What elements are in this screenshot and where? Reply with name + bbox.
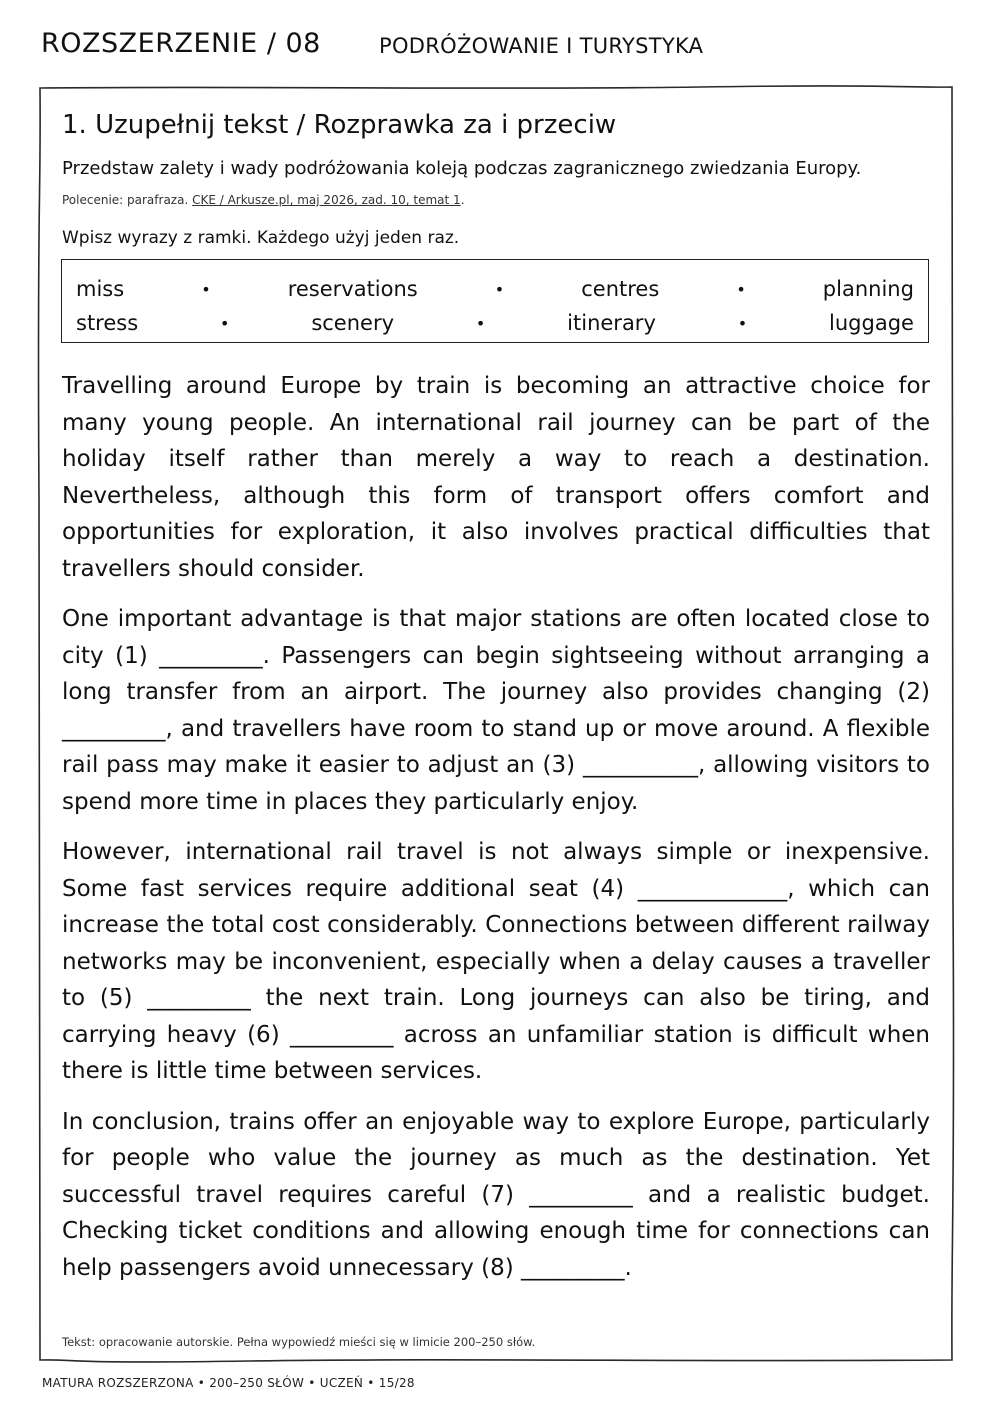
word-item: centres xyxy=(581,277,660,301)
word-box-row-2 xyxy=(76,306,914,340)
word-box xyxy=(61,259,929,343)
task-hint: Wpisz wyrazy z ramki. Każdego użyj jeden raz. xyxy=(62,228,460,248)
word-item: planning xyxy=(822,277,914,301)
separator-dot: • xyxy=(220,313,230,333)
essay-paragraph-disadvantages: However, international rail travel is not always simple or inexpensive. Some fast services require additional seat (4) _____________, which can increase the total cost considerably. Connections between different railway networks may be inconvenient, especially when a delay causes a traveller to (5) _________ the next train. Long journeys can also be tiring, and carrying heavy (6) _________ across an unfamiliar station is difficult when there is little time between services. xyxy=(62,839,930,1084)
source-suffix: . xyxy=(460,193,465,207)
separator-dot: • xyxy=(201,279,211,299)
essay-text xyxy=(62,368,930,1300)
task-title: 1. Uzupełnij tekst / Rozprawka za i przeciw xyxy=(62,110,617,140)
page-footer: MATURA ROZSZERZONA • 200–250 SŁÓW • UCZEŃ • 15/28 xyxy=(42,1376,415,1390)
source-prefix: Polecenie: parafraza. xyxy=(62,193,193,207)
separator-dot: • xyxy=(475,313,486,333)
separator-dot: • xyxy=(494,279,505,299)
source-link[interactable]: CKE / Arkusze.pl, maj 2026, zad. 10, temat 1 xyxy=(192,193,461,207)
word-item: miss xyxy=(76,277,125,301)
section-label: ROZSZERZENIE / 08 xyxy=(41,28,321,59)
task-source xyxy=(62,193,465,207)
task-instruction: Przedstaw zalety i wady podróżowania koleją podczas zagranicznego zwiedzania Europy. xyxy=(62,158,862,179)
separator-dot: • xyxy=(737,313,748,333)
word-item: stress xyxy=(76,311,139,335)
essay-paragraph-conclusion: In conclusion, trains offer an enjoyable way to explore Europe, particularly for people who value the journey as much as the destination. Yet successful travel requires careful (7) _________ and a realistic budget. Checking ticket conditions and allowing enough time for connections can help passengers avoid unnecessary (8) _________. xyxy=(62,1108,930,1281)
word-box-row-1 xyxy=(76,272,914,306)
essay-paragraph-intro: Travelling around Europe by train is becoming an attractive choice for many young people. An international rail journey can be part of the holiday itself rather than merely a way to reach a destination. Nevertheless, although this form of transport offers comfort and opportunities for exploration, it also involves practical difficulties that travellers should consider. xyxy=(62,373,930,582)
separator-dot: • xyxy=(736,279,746,299)
word-item: itinerary xyxy=(567,311,656,335)
essay-paragraph-advantages: One important advantage is that major stations are often located close to city (1) _________. Passengers can begin sightseeing without arranging a long transfer from an airport. The journey also provides changing (2) _________, and travellers have room to stand up or move around. A flexible rail pass may make it easier to adjust an (3) __________, allowing visitors to spend more time in places they particularly enjoy. xyxy=(62,606,930,815)
word-item: scenery xyxy=(311,311,395,335)
topic-label: PODRÓŻOWANIE I TURYSTYKA xyxy=(379,34,704,58)
word-item: luggage xyxy=(829,311,914,335)
word-item: reservations xyxy=(287,277,418,301)
text-footnote: Tekst: opracowanie autorskie. Pełna wypowiedź mieści się w limicie 200–250 słów. xyxy=(62,1335,536,1349)
